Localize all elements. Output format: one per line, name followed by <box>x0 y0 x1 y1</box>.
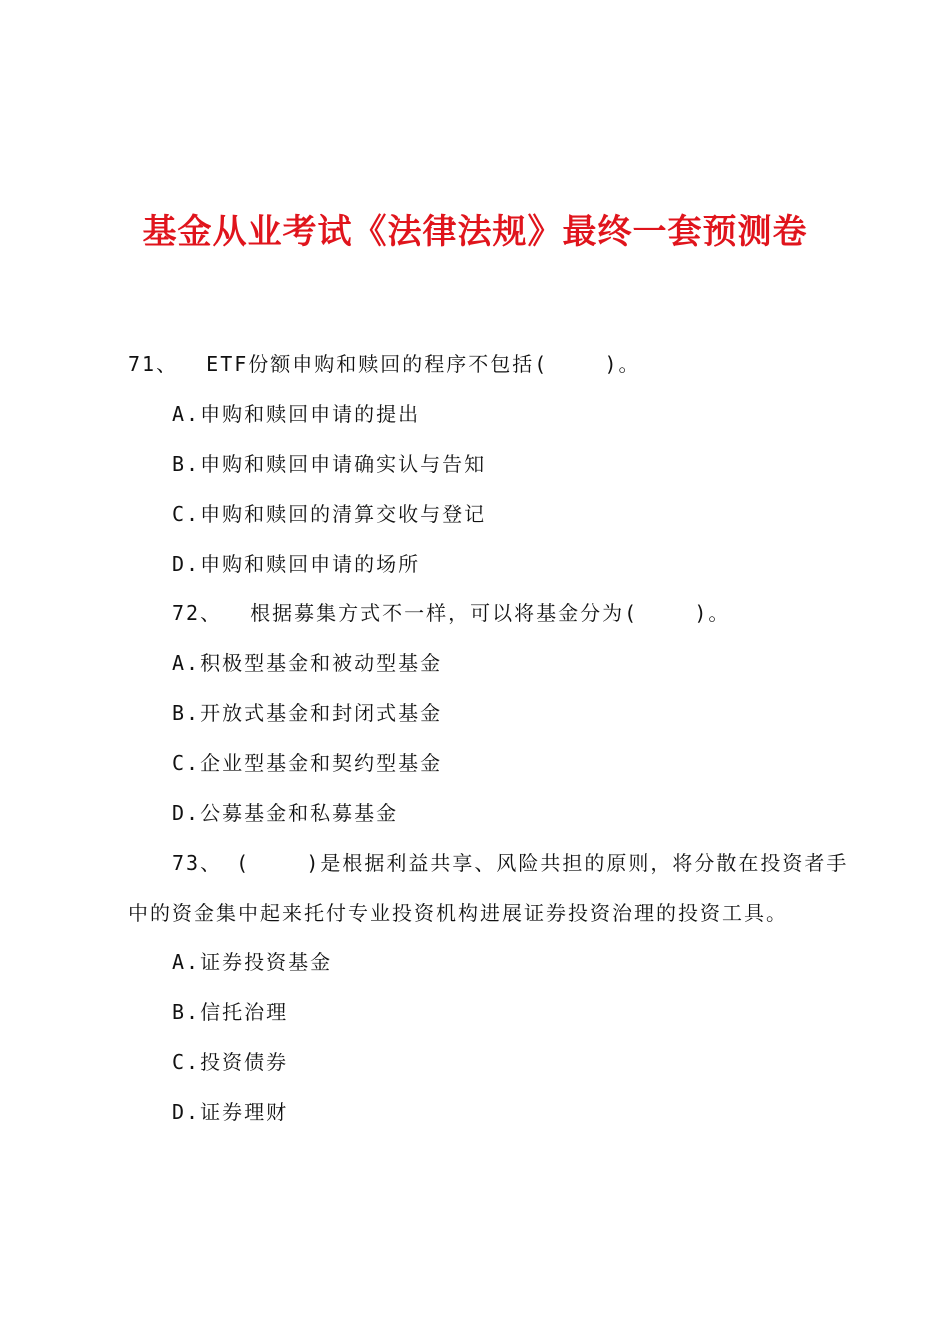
question-71-option-b: B.申购和赎回申请确实认与告知 <box>172 452 487 476</box>
question-73-stem-line1: 73、 ( )是根据利益共享、风险共担的原则，将分散在投资者手 <box>172 851 849 875</box>
question-72-option-d: D.公募基金和私募基金 <box>172 801 399 825</box>
question-71-stem: 71、 ETF份额申购和赎回的程序不包括( )。 <box>128 352 641 376</box>
question-71-option-d: D.申购和赎回申请的场所 <box>172 552 421 576</box>
question-71-option-c: C.申购和赎回的清算交收与登记 <box>172 502 487 526</box>
question-73-stem-line2: 中的资金集中起来托付专业投资机构进展证券投资治理的投资工具。 <box>128 901 788 925</box>
question-71-option-a: A.申购和赎回申请的提出 <box>172 402 421 426</box>
question-73-option-d: D.证券理财 <box>172 1100 289 1124</box>
question-73-option-a: A.证券投资基金 <box>172 950 333 974</box>
question-73-option-c: C.投资债券 <box>172 1050 289 1074</box>
question-73-option-b: B.信托治理 <box>172 1000 289 1024</box>
question-72-option-b: B.开放式基金和封闭式基金 <box>172 701 443 725</box>
question-72-option-a: A.积极型基金和被动型基金 <box>172 651 443 675</box>
question-72-option-c: C.企业型基金和契约型基金 <box>172 751 443 775</box>
question-72-stem: 72、 根据募集方式不一样，可以将基金分为( )。 <box>172 601 731 625</box>
document-title: 基金从业考试《法律法规》最终一套预测卷 <box>142 212 808 252</box>
